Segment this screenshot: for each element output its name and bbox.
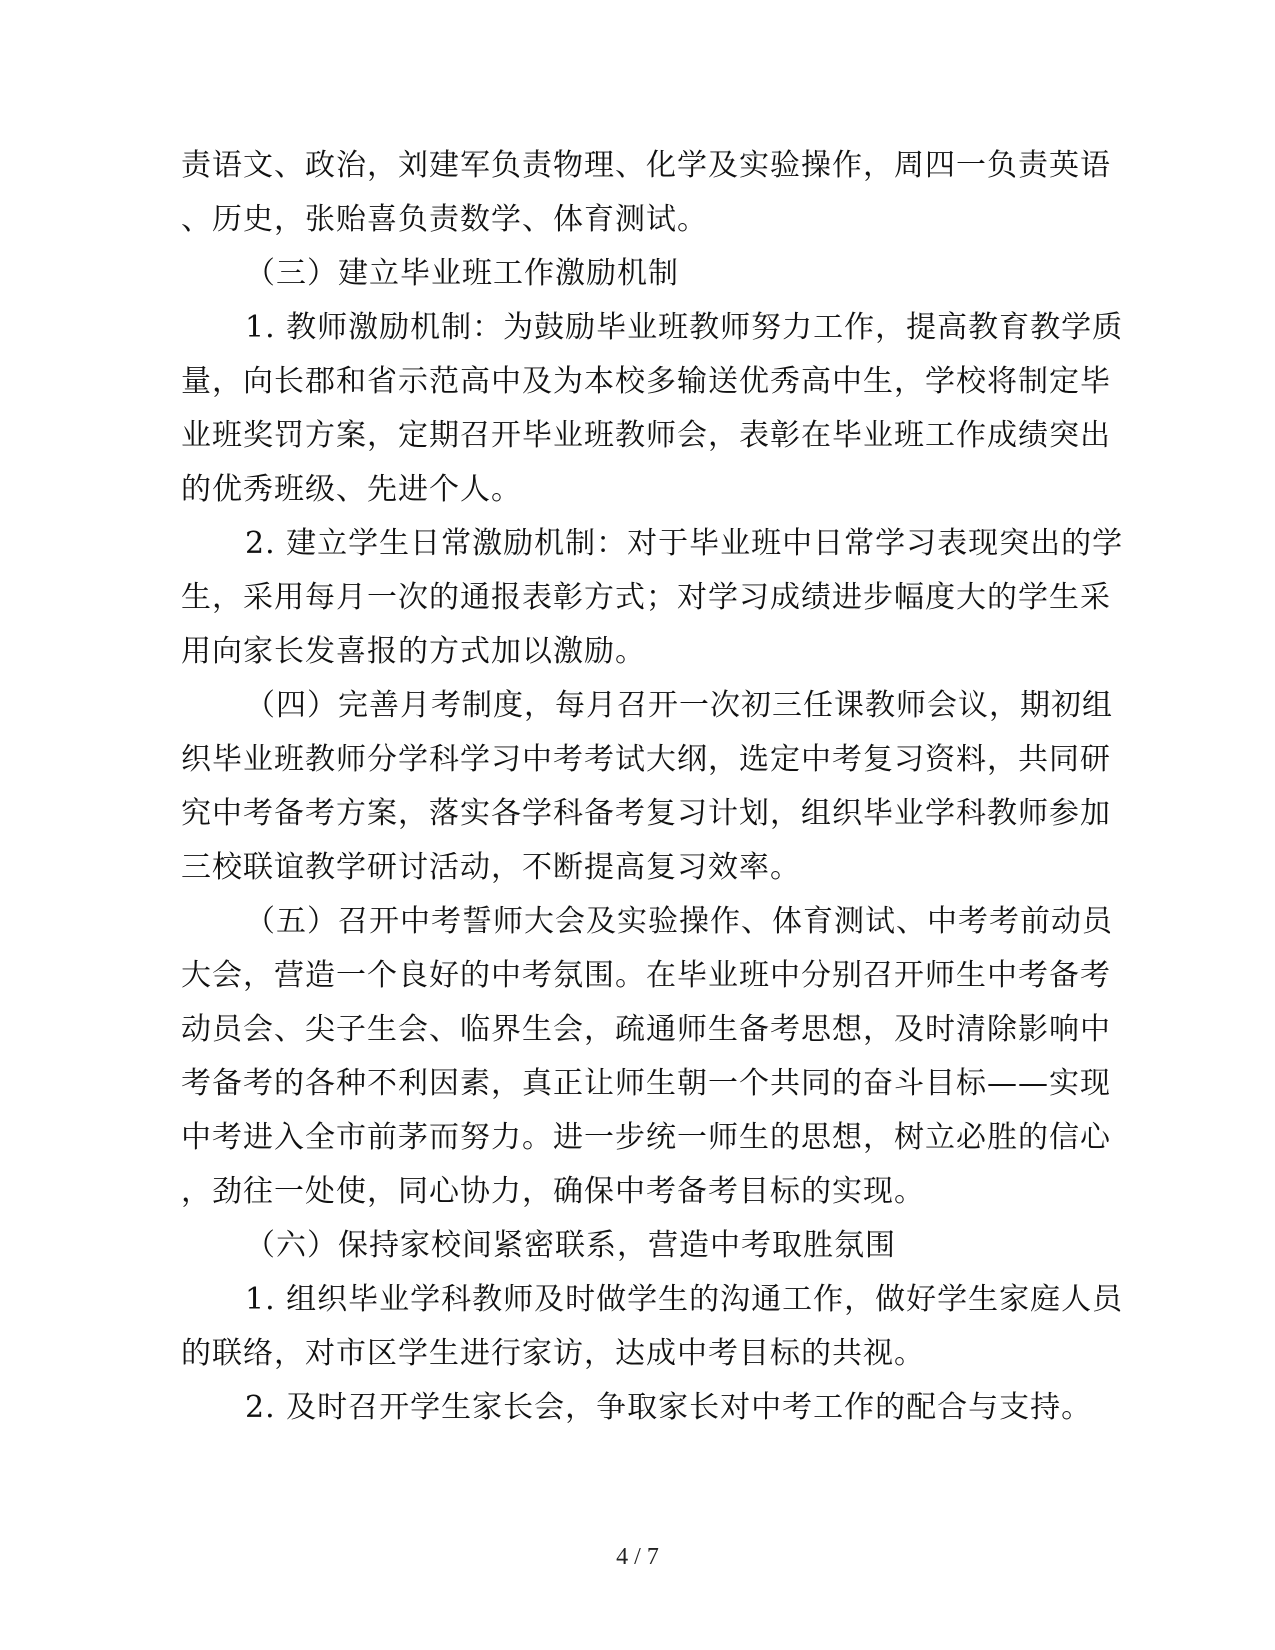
section-heading-3 <box>181 247 1041 301</box>
text-line: 、历史，张贻喜负责数学、体育测试。 <box>181 202 708 237</box>
section-heading-6 <box>181 1219 1041 1273</box>
text-line: 1. 教师激励机制：为鼓励毕业班教师努力工作，提高教育教学质 <box>245 310 1124 345</box>
text-line: 生，采用每月一次的通报表彰方式；对学习成绩进步幅度大的学生采 <box>181 580 1111 615</box>
page-number: 4 / 7 <box>616 1544 659 1570</box>
text-line: 1. 组织毕业学科教师及时做学生的沟通工作，做好学生家庭人员 <box>245 1282 1124 1317</box>
text-line: 的联络，对市区学生进行家访，达成中考目标的共视。 <box>181 1336 925 1371</box>
text-line: （六）保持家校间紧密联系，营造中考取胜氛围 <box>245 1228 896 1263</box>
paragraph-section-5 <box>181 895 1113 1219</box>
text-line: 业班奖罚方案，定期召开毕业班教师会，表彰在毕业班工作成绩突出 <box>181 418 1111 453</box>
paragraph-item-6-2 <box>181 1381 1093 1435</box>
text-line: 2. 及时召开学生家长会，争取家长对中考工作的配合与支持。 <box>245 1390 1093 1425</box>
document-body <box>181 139 1124 1435</box>
text-line: （三）建立毕业班工作激励机制 <box>245 256 679 291</box>
text-line: 2. 建立学生日常激励机制：对于毕业班中日常学习表现突出的学 <box>245 526 1124 561</box>
text-line: 大会，营造一个良好的中考氛围。在毕业班中分别召开师生中考备考 <box>181 958 1111 993</box>
text-line: 考备考的各种不利因素，真正让师生朝一个共同的奋斗目标——实现 <box>181 1066 1111 1101</box>
text-line: 的优秀班级、先进个人。 <box>181 472 522 507</box>
text-line: 用向家长发喜报的方式加以激励。 <box>181 634 646 669</box>
text-line: ，劲往一处使，同心协力，确保中考备考目标的实现。 <box>181 1174 925 1209</box>
text-line: 量，向长郡和省示范高中及为本校多输送优秀高中生，学校将制定毕 <box>181 364 1111 399</box>
text-line: 三校联谊教学研讨活动，不断提高复习效率。 <box>181 850 801 885</box>
paragraph-item-6-1 <box>181 1273 1124 1381</box>
paragraph-student-incentive <box>181 517 1124 679</box>
text-line: （五）召开中考誓师大会及实验操作、体育测试、中考考前动员 <box>245 904 1113 939</box>
paragraph-continuation <box>181 139 1111 247</box>
paragraph-teacher-incentive <box>181 301 1124 517</box>
text-line: 中考进入全市前茅而努力。进一步统一师生的思想，树立必胜的信心 <box>181 1120 1111 1155</box>
text-line: 究中考备考方案，落实各学科备考复习计划，组织毕业学科教师参加 <box>181 796 1111 831</box>
paragraph-section-4 <box>181 679 1113 895</box>
text-line: 责语文、政治，刘建军负责物理、化学及实验操作，周四一负责英语 <box>181 148 1111 183</box>
text-line: 动员会、尖子生会、临界生会，疏通师生备考思想，及时清除影响中 <box>181 1012 1111 1047</box>
text-line: （四）完善月考制度，每月召开一次初三任课教师会议，期初组 <box>245 688 1113 723</box>
text-line: 织毕业班教师分学科学习中考考试大纲，选定中考复习资料，共同研 <box>181 742 1111 777</box>
